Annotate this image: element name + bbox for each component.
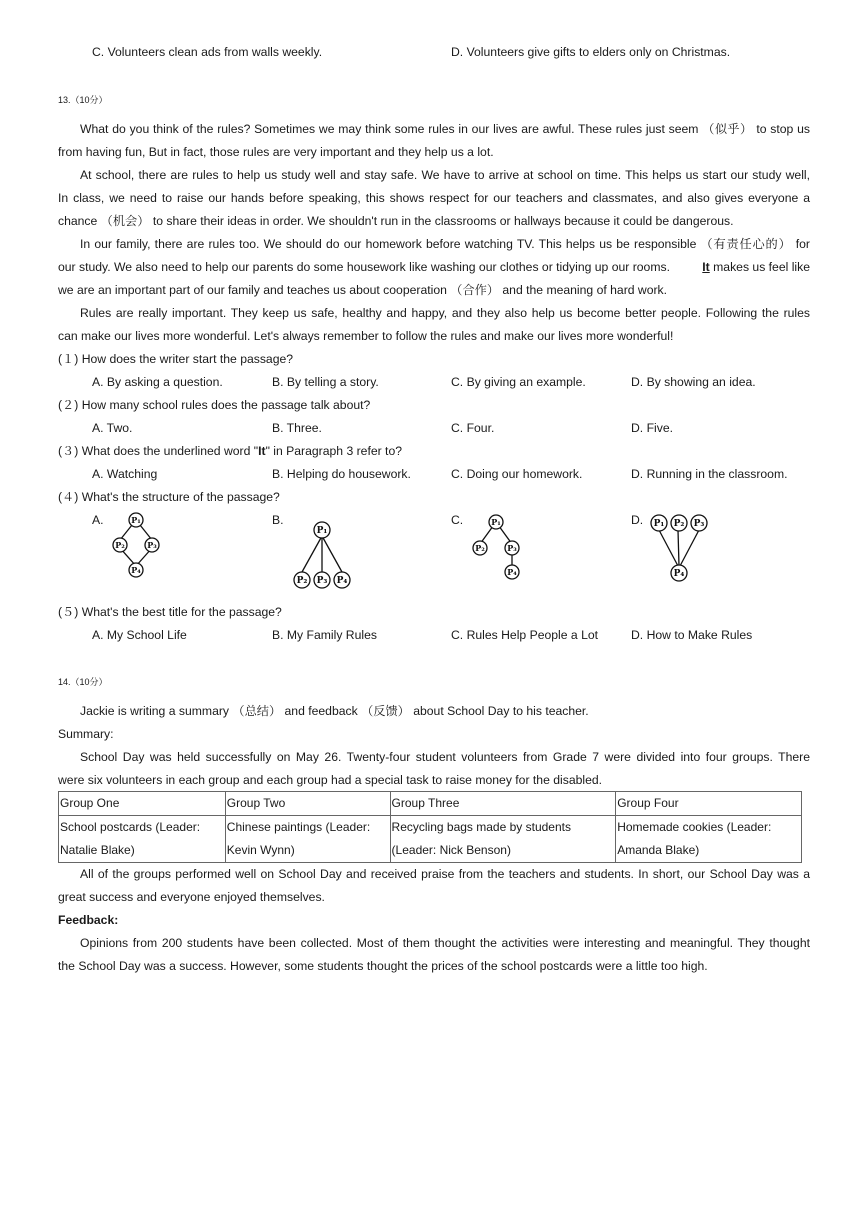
- q13-1-option-d[interactable]: D. By showing an idea.: [631, 375, 756, 389]
- table-cell: [390, 816, 616, 863]
- groups-table: [58, 791, 802, 863]
- q13-5-option-c[interactable]: C. Rules Help People a Lot: [451, 628, 599, 642]
- q14-number: 14.（10分）: [58, 677, 108, 687]
- q13-p3-line2-after: makes us feel like: [709, 260, 810, 274]
- q13-3-stem-pre: (３) What does the underlined word ": [58, 444, 259, 458]
- q13-3-option-a[interactable]: A. Watching: [92, 467, 158, 481]
- node-label: P₂: [115, 540, 125, 550]
- q13-4-option-c[interactable]: C.: [451, 513, 464, 527]
- q13-2-option-d[interactable]: D. Five.: [631, 421, 673, 435]
- q13-p4-line1: Rules are really important. They keep us safe, healthy and happy, and they also help us become better people. Following the rules: [80, 306, 810, 320]
- q13-3-stem-word: It: [258, 444, 266, 458]
- feedback-line1: Opinions from 200 students have been collected. Most of them thought the activities were interesting and meaningful. They thought: [80, 936, 810, 950]
- table-row: [59, 816, 802, 863]
- node-label: P₃: [147, 540, 157, 550]
- structure-diagram-d[interactable]: [646, 510, 726, 591]
- node-label: P₃: [507, 543, 517, 553]
- q13-p2-line3: chance （机会） to share their ideas in order. We shouldn't run in the classrooms or hallways because it could be dangerous.: [58, 214, 734, 228]
- table-header-cell: Group Four: [616, 792, 802, 816]
- table-header-cell: Group One: [59, 792, 226, 816]
- q13-p3-line2-text: our study. We also need to help our parents do some housework like washing our clothes or tidying up our rooms.: [58, 260, 670, 274]
- summary-p1-line2: were six volunteers in each group and each group had a special task to raise money for the disabled.: [58, 773, 603, 787]
- q13-1-option-a[interactable]: A. By asking a question.: [92, 375, 223, 389]
- underlined-it: It: [702, 260, 710, 274]
- q13-1-option-c[interactable]: C. By giving an example.: [451, 375, 586, 389]
- table-cell-line: School postcards (Leader:: [60, 820, 201, 834]
- summary-p2-line1: All of the groups performed well on School Day and received praise from the teachers and students. In short, our School Day was a: [80, 867, 810, 881]
- feedback-label: Feedback:: [58, 913, 119, 927]
- table-cell: [616, 816, 802, 863]
- q13-1-option-b[interactable]: B. By telling a story.: [272, 375, 379, 389]
- q13-2-option-a[interactable]: A. Two.: [92, 421, 133, 435]
- q13-5-option-a[interactable]: A. My School Life: [92, 628, 187, 642]
- structure-diagram-c[interactable]: [466, 510, 530, 589]
- q13-p1-line1: What do you think of the rules? Sometimes we may think some rules in our lives are awful. These rules just seem （似乎） to stop us: [80, 122, 810, 136]
- q14-intro: Jackie is writing a summary （总结） and feedback （反馈） about School Day to his teacher.: [80, 704, 589, 718]
- structure-diagram-a[interactable]: [104, 508, 168, 583]
- q13-3-option-d[interactable]: D. Running in the classroom.: [631, 467, 788, 481]
- q13-p3-line3: we are an important part of our family and teaches us about cooperation （合作） and the meaning of hard work.: [58, 283, 668, 297]
- q13-p3-line2-tail: [702, 256, 810, 279]
- structure-diagram-b[interactable]: [288, 514, 358, 597]
- q13-3-stem: [58, 440, 810, 463]
- table-cell: [59, 816, 226, 863]
- table-cell-line: Chinese paintings (Leader:: [226, 820, 371, 834]
- q13-3-option-b[interactable]: B. Helping do housework.: [272, 467, 411, 481]
- table-cell-line: Homemade cookies (Leader:: [617, 820, 772, 834]
- q13-3-option-c[interactable]: C. Doing our homework.: [451, 467, 583, 481]
- table-header-row: [59, 792, 802, 816]
- table-cell-line: Recycling bags made by students: [391, 820, 571, 834]
- q12-option-d[interactable]: D. Volunteers give gifts to elders only on Christmas.: [451, 45, 731, 59]
- q13-p1-line2: from having fun, But in fact, those rules are very important and they help us a lot.: [58, 145, 494, 159]
- node-label: P₃: [316, 576, 328, 586]
- node-label: P₂: [296, 576, 308, 586]
- q13-4-option-a[interactable]: A.: [92, 513, 104, 527]
- node-label: P₃: [693, 519, 705, 529]
- q13-p3-line1: In our family, there are rules too. We should do our homework before watching TV. This helps us be responsible （有责任心的） for: [80, 237, 810, 251]
- q13-number: 13.（10分）: [58, 95, 108, 105]
- table-cell-line: Amanda Blake): [617, 843, 700, 857]
- node-label: P₄: [131, 565, 141, 575]
- q13-2-option-c[interactable]: C. Four.: [451, 421, 495, 435]
- q13-4-stem: (４) What's the structure of the passage?: [58, 490, 280, 504]
- node-label: P₁: [653, 519, 665, 529]
- q13-p2-line2: In class, we need to raise our hands before speaking, this shows respect for our teachers and classmates, and also gives everyone a: [58, 191, 810, 205]
- table-cell-line: Natalie Blake): [60, 843, 135, 857]
- summary-label: Summary:: [58, 727, 114, 741]
- q13-4-option-d[interactable]: D.: [631, 513, 644, 527]
- q12-option-c[interactable]: C. Volunteers clean ads from walls weekly.: [92, 45, 323, 59]
- table-header-cell: Group Three: [390, 792, 616, 816]
- q13-p3-line2: [58, 256, 810, 279]
- node-label: P₁: [316, 526, 328, 536]
- table-cell-line: (Leader: Nick Benson): [391, 843, 511, 857]
- node-label: P₂: [475, 543, 485, 553]
- node-label: P₁: [491, 517, 501, 527]
- q13-2-option-b[interactable]: B. Three.: [272, 421, 322, 435]
- q13-p4-line2: can make our lives more wonderful. Let's always remember to follow the rules and make our lives more wonderful!: [58, 329, 674, 343]
- summary-p1-line1: School Day was held successfully on May 26. Twenty-four student volunteers from Grade 7 were divided into four groups. There: [80, 750, 810, 764]
- node-label: P₄: [673, 569, 685, 579]
- q13-p2-line1: At school, there are rules to help us study well and stay safe. We have to arrive at school on time. This helps us start our study well,: [80, 168, 810, 182]
- q13-5-stem: (５) What's the best title for the passage?: [58, 605, 282, 619]
- table-header-cell: Group Two: [225, 792, 390, 816]
- table-cell-line: Kevin Wynn): [226, 843, 295, 857]
- node-label: P₄: [336, 576, 348, 586]
- node-label: P₄: [507, 567, 517, 577]
- q13-5-option-b[interactable]: B. My Family Rules: [272, 628, 377, 642]
- q13-1-stem: (１) How does the writer start the passage?: [58, 352, 294, 366]
- node-label: P₂: [673, 519, 685, 529]
- table-cell: [225, 816, 390, 863]
- q13-4-option-b[interactable]: B.: [272, 513, 284, 527]
- feedback-line2: the School Day was a success. However, some students thought the prices of the school postcards were a little too high.: [58, 959, 708, 973]
- summary-p2-line2: great success and everyone enjoyed themselves.: [58, 890, 325, 904]
- node-label: P₁: [131, 515, 141, 525]
- q13-2-stem: (２) How many school rules does the passage talk about?: [58, 398, 371, 412]
- q13-3-stem-post: " in Paragraph 3 refer to?: [265, 444, 402, 458]
- q13-5-option-d[interactable]: D. How to Make Rules: [631, 628, 753, 642]
